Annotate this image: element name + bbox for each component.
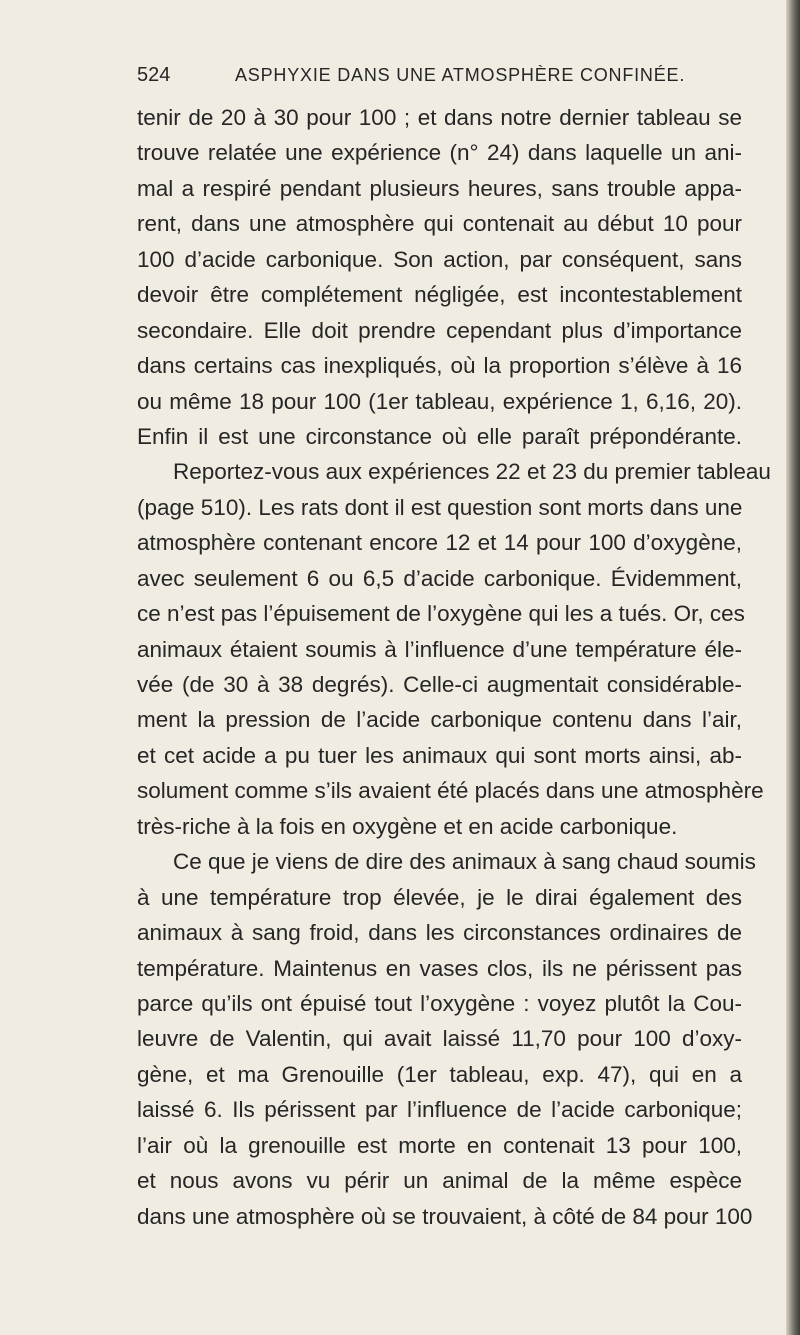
page-number: 524	[137, 64, 171, 86]
text-line: température. Maintenus en vases clos, ils ne périssent pas	[137, 955, 742, 981]
body-text	[137, 100, 771, 1234]
text-line: ce n’est pas l’épuisement de l’oxygène qui les a tués. Or, ces	[137, 601, 745, 627]
text-line: leuvre de Valentin, qui avait laissé 11,70 pour 100 d’oxy-	[137, 1026, 742, 1052]
text-line: et nous avons vu périr un animal de la même espèce	[137, 1168, 742, 1194]
text-line: laissé 6. Ils périssent par l’influence de l’acide carbonique;	[137, 1097, 742, 1123]
page-edge-shadow	[786, 0, 800, 1335]
text-line: et cet acide a pu tuer les animaux qui sont morts ainsi, ab-	[137, 742, 742, 768]
text-line: dans certains cas inexpliqués, où la proportion s’élève à 16	[137, 353, 742, 379]
text-line: animaux étaient soumis à l’influence d’une température éle-	[137, 636, 742, 662]
text-line: animaux à sang froid, dans les circonstances ordinaires de	[137, 920, 742, 946]
text-line: très-riche à la fois en oxygène et en acide carbonique.	[137, 813, 678, 839]
text-line: parce qu’ils ont épuisé tout l’oxygène : voyez plutôt la Cou-	[137, 990, 742, 1016]
text-line: (page 510). Les rats dont il est question sont morts dans une	[137, 494, 743, 520]
text-line: trouve relatée une expérience (n° 24) dans laquelle un ani-	[137, 140, 742, 166]
text-line: Ce que je viens de dire des animaux à sang chaud soumis	[173, 849, 756, 875]
text-line: dans une atmosphère où se trouvaient, à côté de 84 pour 100	[137, 1203, 753, 1229]
text-line: vée (de 30 à 38 degrés). Celle-ci augmentait considérable-	[137, 672, 742, 697]
text-line: avec seulement 6 ou 6,5 d’acide carbonique. Évidemment,	[137, 565, 742, 591]
text-line: solument comme s’ils avaient été placés dans une atmosphère	[137, 778, 764, 804]
running-head	[137, 60, 737, 90]
text-line: ou même 18 pour 100 (1er tableau, expérience 1, 6,16, 20).	[137, 388, 742, 414]
text-line: à une température trop élevée, je le dirai également des	[137, 884, 742, 910]
text-line: secondaire. Elle doit prendre cependant plus d’importance	[137, 317, 742, 343]
text-line: atmosphère contenant encore 12 et 14 pour 100 d’oxygène,	[137, 530, 742, 556]
text-line: Reportez-vous aux expériences 22 et 23 du premier tableau	[173, 459, 771, 485]
text-line: mal a respiré pendant plusieurs heures, sans trouble appa-	[137, 175, 742, 201]
text-line: l’air où la grenouille est morte en contenait 13 pour 100,	[137, 1132, 742, 1158]
text-line: rent, dans une atmosphère qui contenait au début 10 pour	[137, 211, 742, 237]
text-line: tenir de 20 à 30 pour 100 ; et dans notre dernier tableau se	[137, 105, 742, 130]
running-title: ASPHYXIE DANS UNE ATMOSPHÈRE CONFINÉE.	[235, 65, 686, 85]
text-line: gène, et ma Grenouille (1er tableau, exp. 47), qui en a	[137, 1061, 742, 1087]
text-line: devoir être complétement négligée, est incontestablement	[137, 282, 742, 308]
text-line: Enfin il est une circonstance où elle paraît prépondérante.	[137, 423, 742, 449]
text-line: 100 d’acide carbonique. Son action, par conséquent, sans	[137, 246, 742, 272]
text-line: ment la pression de l’acide carbonique contenu dans l’air,	[137, 707, 742, 733]
